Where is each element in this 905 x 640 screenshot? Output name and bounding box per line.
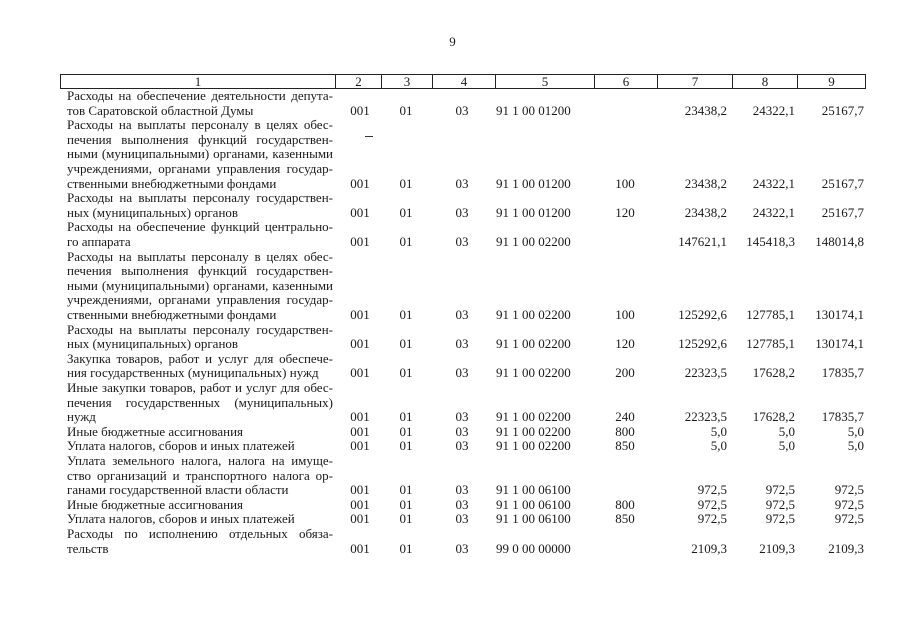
cell-col-8: 24322,1 <box>752 175 795 191</box>
cell-col-7: 5,0 <box>710 423 727 439</box>
cell-col-7: 972,5 <box>697 482 727 498</box>
row-description <box>67 352 333 381</box>
cell-col-3: 01 <box>399 204 413 220</box>
cell-col-6: 850 <box>615 511 635 527</box>
table-row <box>0 323 905 352</box>
description-line: Уплата налогов, сборов и иных платежей <box>67 439 295 454</box>
row-description <box>67 512 333 527</box>
cell-col-2: 001 <box>350 204 370 220</box>
cell-col-9: 130174,1 <box>815 336 864 352</box>
cell-col-4: 03 <box>455 423 469 439</box>
cell-col-4: 03 <box>455 175 469 191</box>
table-row <box>0 118 905 191</box>
cell-col-2: 001 <box>350 175 370 191</box>
cell-col-5: 91 1 00 02200 <box>496 307 571 322</box>
cell-col-2: 001 <box>350 423 370 439</box>
description-line: ния государственных (муниципальных) нужд <box>67 366 319 381</box>
cell-col-9: 5,0 <box>847 423 864 439</box>
cell-col-4: 03 <box>455 496 469 512</box>
cell-col-7: 2109,3 <box>691 540 727 556</box>
cell-col-2: 001 <box>350 307 370 322</box>
cell-col-9: 972,5 <box>834 511 864 527</box>
row-description <box>67 89 333 118</box>
cell-col-6: 800 <box>615 496 635 512</box>
cell-col-7: 972,5 <box>697 511 727 527</box>
header-col-4: 4 <box>433 75 496 89</box>
cell-col-2: 001 <box>350 540 370 556</box>
description-line: печения выполнения функций государствен- <box>67 132 333 147</box>
cell-col-6: 240 <box>615 409 635 425</box>
row-description <box>67 498 333 513</box>
cell-col-7: 125292,6 <box>678 307 727 322</box>
description-line: Уплата налогов, сборов и иных платежей <box>67 512 295 527</box>
row-description <box>67 250 333 323</box>
cell-col-9: 2109,3 <box>828 540 864 556</box>
row-description <box>67 118 333 191</box>
row-description <box>67 425 333 440</box>
table-row <box>0 89 905 118</box>
cell-col-8: 17628,2 <box>752 409 795 425</box>
cell-col-8: 2109,3 <box>759 540 795 556</box>
description-line: нужд <box>67 410 96 425</box>
cell-col-5: 91 1 00 06100 <box>496 482 571 498</box>
row-description <box>67 220 333 249</box>
table-row <box>0 352 905 381</box>
description-line: Расходы на выплаты персоналу государствен- <box>67 191 333 206</box>
header-col-1: 1 <box>61 75 336 89</box>
cell-col-7: 23438,2 <box>684 175 727 191</box>
cell-col-9: 130174,1 <box>815 307 864 322</box>
cell-col-9: 17835,7 <box>821 365 864 381</box>
page-number: 9 <box>449 34 456 49</box>
description-line: ных (муниципальных) органов <box>67 337 239 352</box>
cell-col-9: 972,5 <box>834 482 864 498</box>
description-line: тельств <box>67 541 109 556</box>
cell-col-8: 24322,1 <box>752 102 795 118</box>
table-header <box>60 74 866 89</box>
description-line: учреждениями, органами управления государ- <box>67 161 333 176</box>
decorative-dash <box>365 136 373 137</box>
cell-col-6: 800 <box>615 423 635 439</box>
cell-col-3: 01 <box>399 307 413 322</box>
description-line: печения выполнения функций государствен- <box>67 264 333 279</box>
header-col-5: 5 <box>496 75 595 89</box>
cell-col-3: 01 <box>399 365 413 381</box>
cell-col-9: 972,5 <box>834 496 864 512</box>
row-description <box>67 439 333 454</box>
cell-col-8: 24322,1 <box>752 204 795 220</box>
cell-col-4: 03 <box>455 365 469 381</box>
description-line: ственными внебюджетными фондами <box>67 307 277 322</box>
cell-col-5: 91 1 00 01200 <box>496 204 571 220</box>
cell-col-2: 001 <box>350 409 370 425</box>
cell-col-5: 91 1 00 02200 <box>496 438 571 454</box>
cell-col-7: 125292,6 <box>678 336 727 352</box>
cell-col-2: 001 <box>350 365 370 381</box>
cell-col-4: 03 <box>455 482 469 498</box>
table-row <box>0 512 905 527</box>
cell-col-9: 25167,7 <box>821 102 864 118</box>
description-line: Расходы на обеспечение деятельности депута- <box>67 89 333 103</box>
row-description <box>67 323 333 352</box>
description-line: Расходы на выплаты персоналу в целях обес- <box>67 249 333 264</box>
cell-col-2: 001 <box>350 102 370 118</box>
header-col-9: 9 <box>798 75 866 89</box>
cell-col-3: 01 <box>399 511 413 527</box>
cell-col-3: 01 <box>399 423 413 439</box>
description-line: Иные закупки товаров, работ и услуг для обес- <box>67 381 333 395</box>
table-row <box>0 220 905 249</box>
cell-col-2: 001 <box>350 438 370 454</box>
cell-col-4: 03 <box>455 511 469 527</box>
table-row <box>0 250 905 323</box>
row-description <box>67 527 333 556</box>
cell-col-5: 91 1 00 06100 <box>496 496 571 512</box>
description-line: тов Саратовской областной Думы <box>67 103 254 118</box>
cell-col-5: 91 1 00 01200 <box>496 102 571 118</box>
cell-col-5: 91 1 00 02200 <box>496 409 571 425</box>
cell-col-6: 100 <box>615 175 635 191</box>
cell-col-3: 01 <box>399 102 413 118</box>
cell-col-3: 01 <box>399 496 413 512</box>
cell-col-8: 127785,1 <box>746 336 795 352</box>
cell-col-4: 03 <box>455 204 469 220</box>
description-line: ными (муниципальными) органами, казенными <box>67 147 333 162</box>
cell-col-5: 91 1 00 02200 <box>496 233 571 249</box>
cell-col-7: 22323,5 <box>684 409 727 425</box>
description-line: печения государственных (муниципальных) <box>67 395 333 410</box>
description-line: ственными внебюджетными фондами <box>67 176 277 191</box>
cell-col-8: 17628,2 <box>752 365 795 381</box>
cell-col-7: 23438,2 <box>684 102 727 118</box>
row-description <box>67 454 333 498</box>
header-col-7: 7 <box>658 75 733 89</box>
cell-col-4: 03 <box>455 336 469 352</box>
cell-col-8: 972,5 <box>765 511 795 527</box>
description-line: Расходы на выплаты персоналу государствен- <box>67 322 333 337</box>
cell-col-3: 01 <box>399 482 413 498</box>
cell-col-6: 100 <box>615 307 635 322</box>
cell-col-7: 5,0 <box>710 438 727 454</box>
cell-col-9: 5,0 <box>847 438 864 454</box>
cell-col-5: 91 1 00 02200 <box>496 336 571 352</box>
cell-col-9: 25167,7 <box>821 204 864 220</box>
cell-col-3: 01 <box>399 336 413 352</box>
cell-col-2: 001 <box>350 336 370 352</box>
cell-col-3: 01 <box>399 540 413 556</box>
table-row <box>0 191 905 220</box>
cell-col-6: 850 <box>615 438 635 454</box>
cell-col-5: 91 1 00 01200 <box>496 175 571 191</box>
cell-col-3: 01 <box>399 438 413 454</box>
header-col-8: 8 <box>733 75 798 89</box>
cell-col-5: 91 1 00 06100 <box>496 511 571 527</box>
cell-col-8: 972,5 <box>765 482 795 498</box>
row-description <box>67 381 333 425</box>
cell-col-3: 01 <box>399 409 413 425</box>
cell-col-4: 03 <box>455 102 469 118</box>
cell-col-8: 5,0 <box>778 438 795 454</box>
description-line: ных (муниципальных) органов <box>67 205 239 220</box>
cell-col-4: 03 <box>455 409 469 425</box>
cell-col-7: 972,5 <box>697 496 727 512</box>
cell-col-6: 200 <box>615 365 635 381</box>
cell-col-5: 91 1 00 02200 <box>496 365 571 381</box>
description-line: ство организаций и транспортного налога ор- <box>67 468 333 483</box>
cell-col-8: 145418,3 <box>746 233 795 249</box>
cell-col-9: 148014,8 <box>815 233 864 249</box>
cell-col-4: 03 <box>455 540 469 556</box>
description-line: Уплата земельного налога, налога на имуще- <box>67 454 333 468</box>
description-line: Расходы по исполнению отдельных обяза- <box>67 527 333 541</box>
cell-col-2: 001 <box>350 496 370 512</box>
description-line: го аппарата <box>67 234 131 249</box>
cell-col-8: 972,5 <box>765 496 795 512</box>
description-line: Иные бюджетные ассигнования <box>67 424 244 439</box>
cell-col-6: 120 <box>615 336 635 352</box>
description-line: Закупка товаров, работ и услуг для обеспече- <box>67 351 333 366</box>
cell-col-7: 22323,5 <box>684 365 727 381</box>
table-row <box>0 381 905 425</box>
table-row <box>0 498 905 513</box>
description-line: Иные бюджетные ассигнования <box>67 497 244 512</box>
cell-col-4: 03 <box>455 438 469 454</box>
cell-col-8: 127785,1 <box>746 307 795 322</box>
cell-col-5: 91 1 00 02200 <box>496 423 571 439</box>
cell-col-8: 5,0 <box>778 423 795 439</box>
cell-col-9: 17835,7 <box>821 409 864 425</box>
cell-col-3: 01 <box>399 175 413 191</box>
cell-col-7: 147621,1 <box>678 233 727 249</box>
cell-col-2: 001 <box>350 482 370 498</box>
cell-col-3: 01 <box>399 233 413 249</box>
table-row <box>0 425 905 440</box>
description-line: учреждениями, органами управления государ- <box>67 293 333 308</box>
table-row <box>0 454 905 498</box>
cell-col-4: 03 <box>455 307 469 322</box>
description-line: Расходы на выплаты персоналу в целях обес- <box>67 118 333 133</box>
table-row <box>0 439 905 454</box>
header-col-6: 6 <box>595 75 658 89</box>
description-line: Расходы на обеспечение функций центрально- <box>67 220 333 235</box>
cell-col-6: 120 <box>615 204 635 220</box>
table-row <box>0 527 905 556</box>
header-col-3: 3 <box>382 75 433 89</box>
description-line: ганами государственной власти области <box>67 483 289 498</box>
cell-col-7: 23438,2 <box>684 204 727 220</box>
cell-col-2: 001 <box>350 233 370 249</box>
cell-col-5: 99 0 00 00000 <box>496 540 571 556</box>
cell-col-4: 03 <box>455 233 469 249</box>
cell-col-9: 25167,7 <box>821 175 864 191</box>
header-col-2: 2 <box>336 75 382 89</box>
row-description <box>67 191 333 220</box>
description-line: ными (муниципальными) органами, казенными <box>67 278 333 293</box>
cell-col-2: 001 <box>350 511 370 527</box>
